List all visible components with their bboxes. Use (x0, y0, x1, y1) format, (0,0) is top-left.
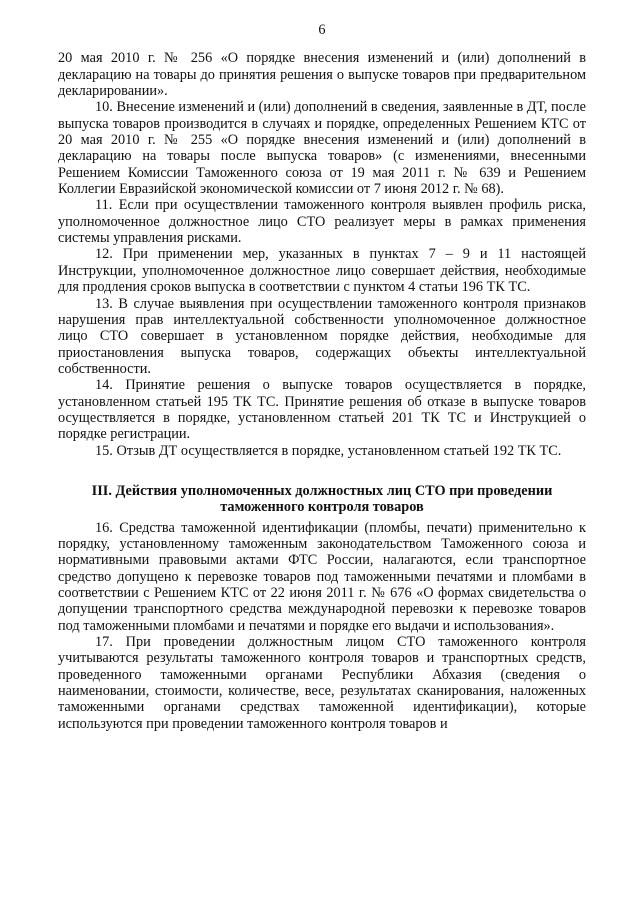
paragraph-continuation: 20 мая 2010 г. № 256 «О порядке внесения изменений и (или) дополнений в декларацию на товары до принятия решения о выпуске товаров при предварительном декларировании». (58, 50, 586, 100)
section-heading-line-1: III. Действия уполномоченных должностных лиц СТО при проведении (91, 482, 553, 499)
paragraph-10: 10. Внесение изменений и (или) дополнений в сведения, заявленные в ДТ, после выпуска товаров производится в случаях и порядке, определенных Решением КТС от 20 мая 2010 г. № 255 «О порядке внесения изменений и (или) дополнений в декларацию на товары после выпуска товаров» (с изменениями, внесенными Решением Комиссии Таможенного союза от 19 мая 2011 г. № 639 и Решением Коллегии Евразийской экономической комиссии от 7 июня 2012 г. № 68). (58, 99, 586, 198)
document-page (58, 22, 586, 732)
paragraph-13: 13. В случае выявления при осуществлении таможенного контроля признаков нарушения прав интеллектуальной собственности уполномоченное должностное лицо СТО совершает в установленном порядке действия, необходимые для приостановления выпуска товаров, содержащих объекты интеллектуальной собственности. (58, 295, 586, 377)
paragraph-15: 15. Отзыв ДТ осуществляется в порядке, установленном статьей 192 ТК ТС. (95, 442, 562, 459)
paragraph-11: 11. Если при осуществлении таможенного контроля выявлен профиль риска, уполномоченное должностное лицо СТО реализует меры в рамках применения системы управления рисками. (58, 197, 586, 247)
section-heading-line-2: таможенного контроля товаров (220, 499, 424, 516)
section-heading (58, 483, 586, 516)
paragraph-16: 16. Средства таможенной идентификации (пломбы, печати) применительно к порядку, установленному таможенным законодательством Таможенного союза и нормативными правовыми актами ФТС России, налагаются, если транспортное средство допущено к перевозке товаров под таможенными печатями и пломбами в соответствии с Решением КТС от 22 июня 2011 г. № 676 «О формах свидетельства о допущении транспортного средства международной перевозки к перевозке товаров под таможенными пломбами и печатями и порядке его выдачи и использования». (58, 519, 586, 634)
paragraph-12: 12. При применении мер, указанных в пунктах 7 – 9 и 11 настоящей Инструкции, уполномоченное должностное лицо совершает действия, необходимые для продления сроков выпуска в соответствии с пунктом 4 статьи 196 ТК ТС. (58, 246, 586, 296)
paragraph-14: 14. Принятие решения о выпуске товаров осуществляется в порядке, установленном статьей 195 ТК ТС. Принятие решения об отказе в выпуске товаров осуществляется в порядке, установленном статьей 201 ТК ТС и Инструкцией о порядке регистрации. (58, 377, 586, 443)
page-number: 6 (318, 22, 326, 38)
paragraph-17: 17. При проведении должностным лицом СТО таможенного контроля учитываются результаты таможенного контроля товаров и транспортных средств, проведенного таможенными органами Республики Абхазия (сведения о наименовании, стоимости, количестве, весе, результатах сканирования, наложенных таможенными органами средствах таможенной идентификации), которые используются при проведении таможенного контроля товаров и (58, 634, 586, 732)
